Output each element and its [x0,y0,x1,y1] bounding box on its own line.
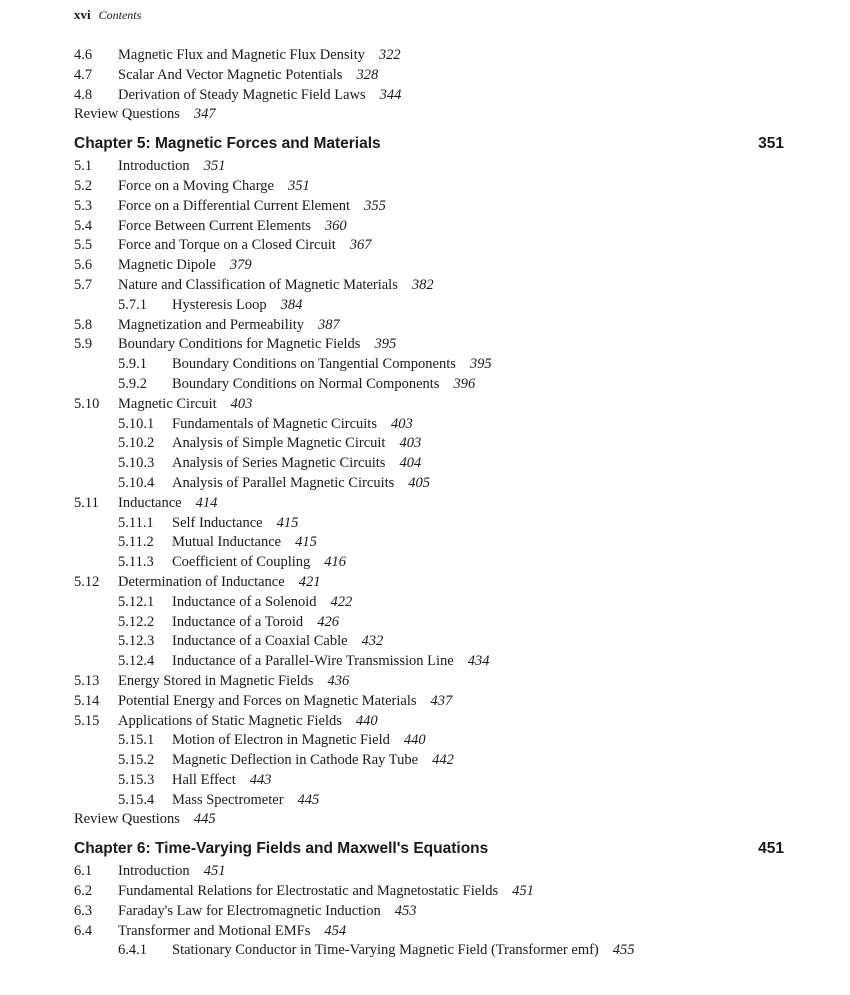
section-title: Magnetic Deflection in Cathode Ray Tube [172,752,419,769]
section-title: Self Inductance [172,514,263,531]
section-title-group [172,553,346,573]
section-page-number: 437 [430,692,453,709]
section-title: Magnetic Circuit [118,395,217,412]
toc-section-entry[interactable] [74,217,784,237]
section-title: Analysis of Series Magnetic Circuits [172,455,386,472]
section-title-group [118,692,452,712]
section-title: Inductance of a Solenoid [172,593,317,610]
page-number: xvi [74,7,91,22]
toc-subsection-entry[interactable] [74,593,784,613]
toc-section-entry[interactable] [74,712,784,732]
section-title-group [74,810,216,830]
section-title: Potential Energy and Forces on Magnetic Materials [118,692,417,709]
section-title-group [172,415,413,435]
section-number: 5.11.1 [118,514,154,531]
toc-section-entry[interactable] [74,316,784,336]
toc-subsection-entry[interactable] [74,652,784,672]
section-page-number: 351 [203,158,226,175]
section-number: 5.10.3 [118,455,155,472]
section-number: 5.15.4 [118,791,155,808]
toc-subsection-entry[interactable] [74,751,784,771]
section-page-number: 453 [394,902,417,919]
section-title: Boundary Conditions on Tangential Components [172,356,456,373]
chapter-page-number: 351 [758,135,784,153]
section-number: 5.10 [74,395,100,412]
section-title-group [118,157,225,177]
section-title: Magnetic Flux and Magnetic Flux Density [118,47,365,63]
toc-section-entry[interactable] [74,236,784,256]
section-page-number: 422 [330,593,353,610]
section-page-number: 367 [349,237,372,254]
section-title: Inductance of a Parallel-Wire Transmission Line [172,653,454,670]
section-number: 6.1 [74,863,93,880]
section-number: 5.12.2 [118,613,155,630]
section-number: 5.14 [74,692,100,709]
section-number: 5.4 [74,217,93,234]
section-title-group [118,236,372,256]
section-title: Boundary Conditions for Magnetic Fields [118,336,361,353]
running-title: Contents [98,8,142,22]
toc-subsection-entry[interactable] [74,613,784,633]
section-title: Introduction [118,158,190,175]
chapter-title: Chapter 6: Time-Varying Fields and Maxwell's Equations [74,840,489,858]
section-title-group [118,335,396,355]
toc-subsection-entry[interactable] [74,533,784,553]
section-title: Analysis of Parallel Magnetic Circuits [172,474,395,491]
toc-subsection-entry[interactable] [74,514,784,534]
toc-section-entry[interactable] [74,573,784,593]
toc-subsection-entry[interactable] [74,941,784,961]
section-number: 6.4.1 [118,942,147,959]
toc-subsection-entry[interactable] [74,454,784,474]
toc-section-entry[interactable] [74,922,784,942]
toc-section-entry[interactable] [74,494,784,514]
toc-section-entry[interactable] [74,672,784,692]
toc-section-entry[interactable] [74,902,784,922]
toc-section-entry[interactable] [74,395,784,415]
section-title-group [118,902,416,922]
section-title-group [172,375,475,395]
section-title: Fundamentals of Magnetic Circuits [172,415,377,432]
section-title: Magnetization and Permeability [118,316,305,333]
section-number: 5.13 [74,672,100,689]
toc-subsection-entry[interactable] [74,474,784,494]
section-page-number: 415 [276,514,299,531]
section-title-group [118,177,310,197]
section-number: 5.8 [74,316,93,333]
section-page-number: 405 [408,474,431,491]
section-number: 5.10.1 [118,415,155,432]
toc-section-entry[interactable] [74,276,784,296]
toc-section-entry[interactable] [74,86,784,106]
toc-section-entry[interactable] [74,692,784,712]
toc-subsection-entry[interactable] [74,632,784,652]
section-page-number: 445 [297,791,320,808]
section-page-number: 403 [390,415,413,432]
section-page-number: 445 [193,811,216,828]
section-page-number: 384 [280,296,303,313]
toc-subsection-entry[interactable] [74,296,784,316]
section-page-number: 455 [612,942,635,959]
section-number: 5.9 [74,336,93,353]
section-page-number: 403 [399,435,422,452]
section-title: Hysteresis Loop [172,296,267,313]
section-title: Boundary Conditions on Normal Components [172,375,440,392]
section-title-group [172,296,302,316]
section-title-group [172,941,635,961]
section-title: Transformer and Motional EMFs [118,922,311,939]
section-title-group [172,652,489,672]
section-number: 4.6 [74,47,93,63]
section-title-group [118,395,252,415]
section-number: 5.11 [74,494,99,511]
section-title-group [118,672,349,692]
section-number: 5.12.1 [118,593,155,610]
section-title: Review Questions [74,811,180,828]
toc-subsection-entry[interactable] [74,415,784,435]
toc-section-entry[interactable] [74,46,784,66]
toc-section-entry[interactable] [74,882,784,902]
section-title: Derivation of Steady Magnetic Field Laws [118,86,366,103]
section-page-number: 440 [403,732,426,749]
section-number: 5.9.2 [118,375,147,392]
section-number: 5.10.2 [118,435,155,452]
section-title: Inductance of a Coaxial Cable [172,633,348,650]
review-questions-entry[interactable] [74,105,784,125]
section-title-group [172,514,298,534]
section-title: Inductance of a Toroid [172,613,304,630]
section-title: Faraday's Law for Electromagnetic Induction [118,902,381,919]
section-number: 5.12.4 [118,653,155,670]
section-title-group [118,276,434,296]
section-page-number: 347 [193,106,216,123]
section-title: Coefficient of Coupling [172,554,311,571]
section-title: Force Between Current Elements [118,217,311,234]
section-title-group [172,474,430,494]
section-number: 5.3 [74,197,93,214]
section-title-group [172,751,454,771]
chapter-title: Chapter 5: Magnetic Forces and Materials [74,135,381,153]
section-number: 5.11.2 [118,534,154,551]
section-page-number: 344 [379,86,402,103]
section-title-group [118,922,346,942]
section-number: 4.8 [74,86,93,103]
section-title: Energy Stored in Magnetic Fields [118,672,314,689]
section-page-number: 403 [230,395,253,412]
section-number: 5.7 [74,276,93,293]
section-number: 5.12.3 [118,633,155,650]
toc-section-entry[interactable] [74,197,784,217]
section-page-number: 360 [324,217,347,234]
section-title-group [118,882,534,902]
section-page-number: 451 [512,883,534,900]
table-of-contents [74,46,784,961]
toc-subsection-entry[interactable] [74,791,784,811]
toc-subsection-entry[interactable] [74,771,784,791]
section-page-number: 379 [229,257,252,274]
section-title: Force on a Differential Current Element [118,197,351,214]
section-number: 5.12 [74,573,100,590]
section-number: 5.15.2 [118,752,155,769]
section-page-number: 396 [453,375,476,392]
section-number: 5.1 [74,158,93,175]
section-title-group [118,494,217,514]
toc-subsection-entry[interactable] [74,434,784,454]
section-number: 4.7 [74,66,93,83]
section-title-group [172,731,426,751]
section-number: 5.7.1 [118,296,147,313]
section-title-group [118,217,347,237]
toc-section-entry[interactable] [74,256,784,276]
review-questions-entry[interactable] [74,810,784,830]
section-number: 5.15.1 [118,732,155,749]
section-page-number: 454 [324,922,347,939]
section-number: 5.9.1 [118,356,147,373]
section-page-number: 415 [295,534,317,551]
section-page-number: 442 [432,752,454,769]
section-title-group [118,256,252,276]
section-title: Nature and Classification of Magnetic Materials [118,276,398,293]
section-page-number: 351 [287,177,310,194]
section-page-number: 443 [249,771,272,788]
section-title: Analysis of Simple Magnetic Circuit [172,435,386,452]
section-page-number: 355 [364,197,386,214]
section-page-number: 440 [355,712,378,729]
section-title: Stationary Conductor in Time-Varying Magnetic Field (Transformer emf) [172,942,599,959]
chapter-heading[interactable] [74,133,784,155]
section-title: Applications of Static Magnetic Fields [118,712,342,729]
section-title: Scalar And Vector Magnetic Potentials [118,66,343,83]
section-title: Introduction [118,863,190,880]
section-page-number: 395 [469,356,492,373]
section-number: 5.5 [74,237,93,254]
section-page-number: 436 [327,672,350,689]
section-title-group [172,632,383,652]
section-title: Mutual Inductance [172,534,282,551]
section-title: Motion of Electron in Magnetic Field [172,732,390,749]
section-number: 5.15.3 [118,771,155,788]
toc-subsection-entry[interactable] [74,731,784,751]
section-title-group [74,105,216,125]
toc-section-entry[interactable] [74,177,784,197]
section-page-number: 395 [374,336,397,353]
section-title: Fundamental Relations for Electrostatic and Magnetostatic Fields [118,883,499,900]
toc-section-entry[interactable] [74,157,784,177]
section-title-group [172,355,492,375]
section-title: Determination of Inductance [118,573,285,590]
section-page-number: 416 [324,554,347,571]
section-page-number: 421 [298,573,321,590]
section-page-number: 426 [317,613,339,630]
toc-section-entry[interactable] [74,335,784,355]
section-title: Magnetic Dipole [118,257,216,274]
section-number: 6.3 [74,902,93,919]
section-page-number: 322 [378,47,401,63]
toc-subsection-entry[interactable] [74,375,784,395]
section-page-number: 434 [467,653,490,670]
section-page-number: 387 [318,316,340,333]
section-title-group [118,86,401,106]
section-title-group [118,573,320,593]
section-number: 6.2 [74,883,93,900]
section-title: Review Questions [74,106,180,123]
toc-subsection-entry[interactable] [74,553,784,573]
section-title-group [118,712,378,732]
section-title-group [172,434,421,454]
toc-section-entry[interactable] [74,66,784,86]
section-number: 5.6 [74,257,93,274]
toc-section-entry[interactable] [74,862,784,882]
section-title-group [172,791,319,811]
section-page-number: 432 [361,633,384,650]
section-title: Force and Torque on a Closed Circuit [118,237,336,254]
section-page-number: 404 [399,455,422,472]
section-number: 5.10.4 [118,474,155,491]
section-number: 5.2 [74,177,93,194]
section-title-group [118,46,401,66]
section-title-group [172,593,352,613]
section-title-group [118,66,378,86]
section-number: 5.15 [74,712,100,729]
section-title-group [118,316,340,336]
section-title-group [172,533,317,553]
section-title: Hall Effect [172,771,236,788]
section-title-group [118,197,386,217]
chapter-heading[interactable] [74,838,784,860]
section-title-group [172,454,421,474]
section-number: 6.4 [74,922,93,939]
section-page-number: 328 [356,66,379,83]
section-page-number: 382 [411,276,434,293]
section-title-group [118,862,225,882]
chapter-page-number: 451 [758,840,784,858]
running-head [74,7,141,23]
section-title: Inductance [118,494,182,511]
section-title: Force on a Moving Charge [118,177,274,194]
section-title: Mass Spectrometer [172,791,284,808]
section-title-group [172,613,339,633]
section-page-number: 451 [203,863,226,880]
toc-subsection-entry[interactable] [74,355,784,375]
section-title-group [172,771,272,791]
section-number: 5.11.3 [118,554,154,571]
section-page-number: 414 [195,494,218,511]
